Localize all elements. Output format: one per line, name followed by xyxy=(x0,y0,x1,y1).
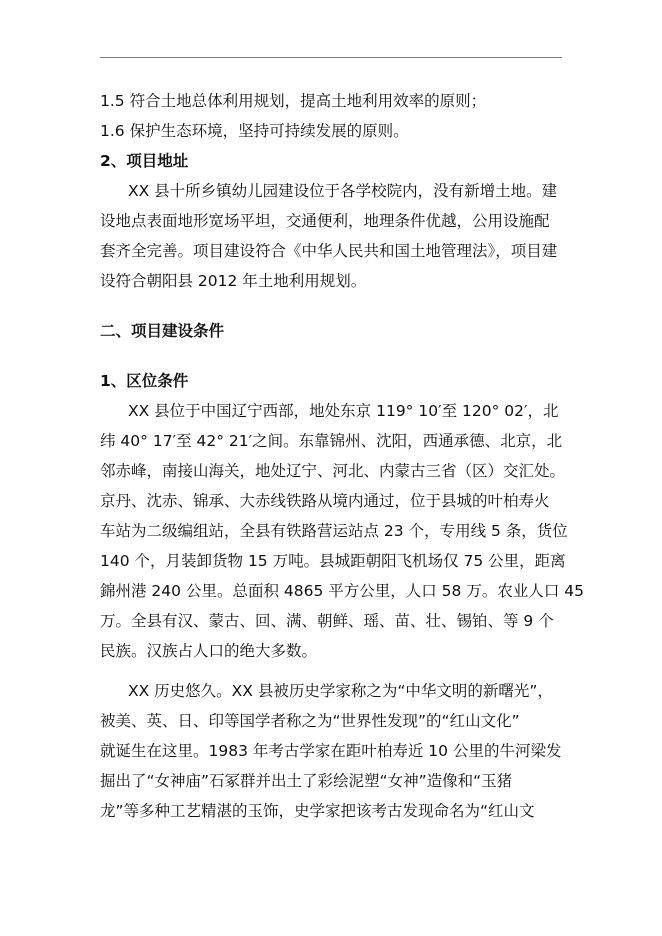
paragraph-line: 民族。汉族占人口的绝大多数。 xyxy=(100,642,318,660)
header-rule xyxy=(100,57,562,58)
paragraph-line: 纬 40° 17′至 42° 21′之间。东靠锦州、沈阳，西通承德、北京，北 xyxy=(100,432,563,450)
paragraph-line: 京丹、沈赤、锦承、大赤线铁路从境内通过，位于县城的叶柏寿火 xyxy=(100,492,550,510)
paragraph-line: 掘出了“女神庙”石冢群并出土了彩绘泥塑“女神”造像和“玉猪 xyxy=(100,772,513,790)
paragraph-line: XX 县十所乡镇幼儿园建设位于各学校院内，没有新增土地。建 xyxy=(128,182,558,200)
paragraph-line: 就诞生在这里。1983 年考古学家在距叶柏寿近 10 公里的牛河梁发 xyxy=(100,742,562,760)
section-heading-location: 1、区位条件 xyxy=(100,372,189,390)
paragraph-line: 龙”等多种工艺精湛的玉饰，史学家把该考古发现命名为“红山文 xyxy=(100,802,535,820)
section-heading-project-site: 2、项目地址 xyxy=(100,152,189,170)
principle-1-6: 1.6 保护生态环境，坚持可持续发展的原则。 xyxy=(100,122,409,140)
paragraph-line: 设符合朝阳县 2012 年土地利用规划。 xyxy=(100,272,367,290)
paragraph-line: XX 县位于中国辽宁西部，地处东京 119° 10′至 120° 02′，北 xyxy=(128,402,559,420)
paragraph-line: 套齐全完善。项目建设符合《中华人民共和国土地管理法》，项目建 xyxy=(100,242,558,260)
paragraph-line: 錦州港 240 公里。总面积 4865 平方公里，人口 58 万。农业人口 45 xyxy=(100,582,584,600)
paragraph-line: 被美、英、日、印等国学者称之为“世界性发现”的“红山文化” xyxy=(100,712,520,730)
paragraph-line: 设地点表面地形宽场平坦，交通便利，地理条件优越，公用设施配 xyxy=(100,212,550,230)
paragraph-line: 车站为二级编组站，全县有铁路营运站点 23 个，专用线 5 条，货位 xyxy=(100,522,568,540)
chapter-heading-conditions: 二、项目建设条件 xyxy=(100,322,225,340)
paragraph-line: 万。全县有汉、蒙古、回、满、朝鲜、瑶、苗、壮、锡铂、等 9 个 xyxy=(100,612,554,630)
paragraph-line: 140 个，月装卸货物 15 万吨。县城距朝阳飞机场仅 75 公里，距离 xyxy=(100,552,566,570)
principle-1-5: 1.5 符合土地总体利用规划，提高土地利用效率的原则； xyxy=(100,92,487,110)
paragraph-line: XX 历史悠久。XX 县被历史学家称之为“中华文明的新曙光”， xyxy=(128,682,553,700)
paragraph-line: 邻赤峰，南接山海关，地处辽宁、河北、内蒙古三省（区）交汇处。 xyxy=(100,462,566,480)
